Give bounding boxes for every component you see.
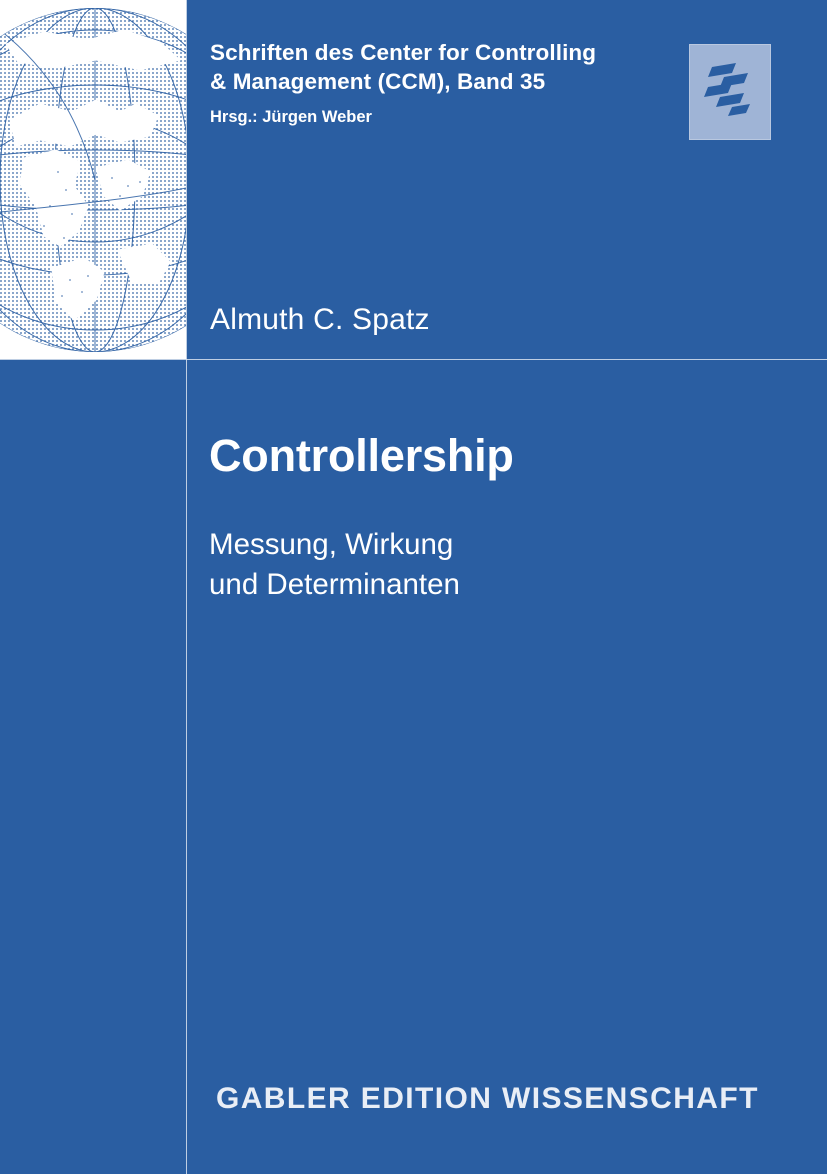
ccm-logo-icon [689, 44, 771, 140]
publisher-imprint: GABLER EDITION WISSENSCHAFT [216, 1082, 759, 1115]
series-line-1: Schriften des Center for Controlling [210, 40, 597, 65]
globe-illustration [0, 0, 186, 359]
series-editor: Hrsg.: Jürgen Weber [210, 108, 372, 126]
book-subtitle [209, 525, 729, 605]
book-subtitle-line-2: und Determinanten [209, 568, 460, 601]
author-name: Almuth C. Spatz [210, 303, 430, 336]
series-line-2: & Management (CCM), Band 35 [210, 69, 546, 94]
horizontal-divider [0, 359, 827, 360]
book-title: Controllership [209, 430, 514, 481]
book-subtitle-line-1: Messung, Wirkung [209, 528, 454, 561]
vertical-divider [186, 0, 187, 1174]
series-block [210, 38, 650, 127]
